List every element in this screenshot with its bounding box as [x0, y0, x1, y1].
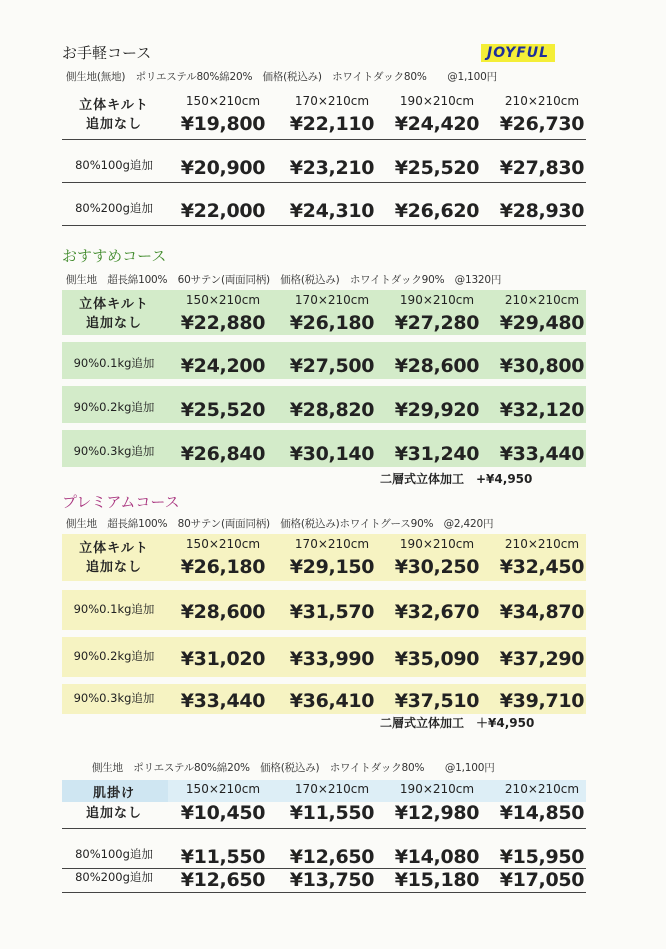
row-label-quilt: 立体キルト — [79, 541, 149, 556]
price-cell: ¥32,670 — [394, 601, 480, 623]
price-cell: ¥15,180 — [394, 869, 480, 891]
price-row — [62, 846, 586, 866]
course-title-premium: プレミアムコース — [62, 493, 180, 511]
size-header-row — [62, 537, 586, 557]
size-190: 190×210cm — [399, 94, 475, 108]
size-header-row — [62, 293, 586, 313]
course-spec-otegaru: 側生地(無地) ポリエステル80%綿20% 価格(税込み) ホワイトダック80% @1,100円 — [66, 71, 497, 83]
price-cell: ¥33,990 — [289, 648, 375, 670]
price-cell: ¥20,900 — [180, 157, 266, 179]
size-150: 150×210cm — [185, 537, 261, 551]
row-label: 追加なし — [85, 806, 142, 821]
row-label: 90%0.1kg追加 — [73, 356, 155, 370]
price-row — [62, 556, 586, 576]
price-cell: ¥37,510 — [394, 690, 480, 712]
price-cell: ¥19,800 — [180, 113, 266, 135]
size-210: 210×210cm — [504, 94, 580, 108]
price-row — [62, 157, 586, 177]
price-cell: ¥33,440 — [499, 443, 585, 465]
price-cell: ¥14,850 — [499, 802, 585, 824]
size-170: 170×210cm — [294, 537, 370, 551]
size-150: 150×210cm — [185, 782, 261, 796]
price-cell: ¥33,440 — [180, 690, 266, 712]
row-label: 80%100g追加 — [75, 158, 153, 172]
size-150: 150×210cm — [185, 293, 261, 307]
row-label-hadagake: 肌掛け — [92, 786, 135, 801]
price-cell: ¥29,480 — [499, 312, 585, 334]
price-cell: ¥12,650 — [289, 846, 375, 868]
row-label: 80%200g追加 — [75, 201, 153, 215]
course-title-osusume: おすすめコース — [62, 247, 167, 265]
price-row — [62, 802, 586, 822]
row-label: 追加なし — [85, 316, 142, 331]
price-cell: ¥26,180 — [180, 556, 266, 578]
price-row — [62, 690, 586, 710]
course-title-otegaru: お手軽コース — [62, 44, 152, 62]
price-cell: ¥15,950 — [499, 846, 585, 868]
price-row — [62, 869, 586, 889]
price-cell: ¥39,710 — [499, 690, 585, 712]
course-spec-premium: 側生地 超長綿100% 80サテン(両面同柄) 価格(税込み)ホワイトグース90% @2,420円 — [66, 518, 494, 530]
price-cell: ¥28,930 — [499, 200, 585, 222]
price-cell: ¥13,750 — [289, 869, 375, 891]
price-cell: ¥29,920 — [394, 399, 480, 421]
price-cell: ¥28,600 — [180, 601, 266, 623]
price-cell: ¥24,310 — [289, 200, 375, 222]
price-row — [62, 355, 586, 375]
price-cell: ¥26,730 — [499, 113, 585, 135]
row-label: 90%0.3kg追加 — [73, 444, 155, 458]
brand-logo: JOYFUL — [481, 44, 555, 62]
price-cell: ¥26,620 — [394, 200, 480, 222]
price-cell: ¥31,570 — [289, 601, 375, 623]
size-210: 210×210cm — [504, 537, 580, 551]
price-cell: ¥26,180 — [289, 312, 375, 334]
price-row — [62, 312, 586, 332]
price-cell: ¥25,520 — [394, 157, 480, 179]
divider — [62, 139, 586, 140]
row-label: 追加なし — [85, 117, 142, 132]
divider — [62, 182, 586, 183]
price-cell: ¥22,880 — [180, 312, 266, 334]
price-cell: ¥28,600 — [394, 355, 480, 377]
price-cell: ¥37,290 — [499, 648, 585, 670]
price-cell: ¥35,090 — [394, 648, 480, 670]
price-cell: ¥12,980 — [394, 802, 480, 824]
row-label: 90%0.2kg追加 — [73, 649, 155, 663]
price-cell: ¥11,550 — [180, 846, 266, 868]
size-210: 210×210cm — [504, 782, 580, 796]
divider — [62, 225, 586, 226]
price-cell: ¥31,020 — [180, 648, 266, 670]
price-cell: ¥36,410 — [289, 690, 375, 712]
price-cell: ¥32,450 — [499, 556, 585, 578]
size-190: 190×210cm — [399, 293, 475, 307]
price-cell: ¥34,870 — [499, 601, 585, 623]
price-row — [62, 601, 586, 621]
price-cell: ¥11,550 — [289, 802, 375, 824]
size-150: 150×210cm — [185, 94, 261, 108]
price-cell: ¥27,500 — [289, 355, 375, 377]
row-label: 80%200g追加 — [75, 870, 153, 884]
price-cell: ¥22,000 — [180, 200, 266, 222]
price-cell: ¥23,210 — [289, 157, 375, 179]
size-190: 190×210cm — [399, 782, 475, 796]
row-label: 90%0.3kg追加 — [73, 691, 155, 705]
price-cell: ¥10,450 — [180, 802, 266, 824]
divider — [62, 892, 586, 893]
row-label-quilt: 立体キルト — [79, 297, 149, 312]
price-cell: ¥28,820 — [289, 399, 375, 421]
price-cell: ¥29,150 — [289, 556, 375, 578]
double-layer-note: 二層式立体加工 ＋¥4,950 — [380, 716, 535, 730]
row-label: 90%0.1kg追加 — [73, 602, 155, 616]
price-row — [62, 113, 586, 133]
price-cell: ¥24,420 — [394, 113, 480, 135]
price-cell: ¥25,520 — [180, 399, 266, 421]
row-label: 90%0.2kg追加 — [73, 400, 155, 414]
price-cell: ¥12,650 — [180, 869, 266, 891]
size-170: 170×210cm — [294, 293, 370, 307]
row-label-quilt: 立体キルト — [79, 98, 149, 113]
size-210: 210×210cm — [504, 293, 580, 307]
size-170: 170×210cm — [294, 94, 370, 108]
price-cell: ¥17,050 — [499, 869, 585, 891]
price-cell: ¥31,240 — [394, 443, 480, 465]
row-label: 80%100g追加 — [75, 847, 153, 861]
price-cell: ¥24,200 — [180, 355, 266, 377]
size-190: 190×210cm — [399, 537, 475, 551]
row-label: 追加なし — [85, 560, 142, 575]
price-cell: ¥26,840 — [180, 443, 266, 465]
price-cell: ¥14,080 — [394, 846, 480, 868]
price-row — [62, 648, 586, 668]
double-layer-note: 二層式立体加工 +¥4,950 — [380, 472, 533, 486]
size-170: 170×210cm — [294, 782, 370, 796]
price-cell: ¥27,830 — [499, 157, 585, 179]
size-header-row — [62, 782, 586, 802]
price-row — [62, 200, 586, 220]
divider — [62, 828, 586, 829]
course-spec-hadagake: 側生地 ポリエステル80%綿20% 価格(税込み) ホワイトダック80% @1,100円 — [92, 762, 495, 774]
price-row — [62, 399, 586, 419]
size-header-row — [62, 94, 586, 114]
price-cell: ¥32,120 — [499, 399, 585, 421]
price-cell: ¥30,250 — [394, 556, 480, 578]
price-cell: ¥30,140 — [289, 443, 375, 465]
price-cell: ¥30,800 — [499, 355, 585, 377]
price-cell: ¥22,110 — [289, 113, 375, 135]
price-cell: ¥27,280 — [394, 312, 480, 334]
course-spec-osusume: 側生地 超長綿100% 60サテン(両面同柄) 価格(税込み) ホワイトダック90% @1320円 — [66, 274, 502, 286]
price-row — [62, 443, 586, 463]
